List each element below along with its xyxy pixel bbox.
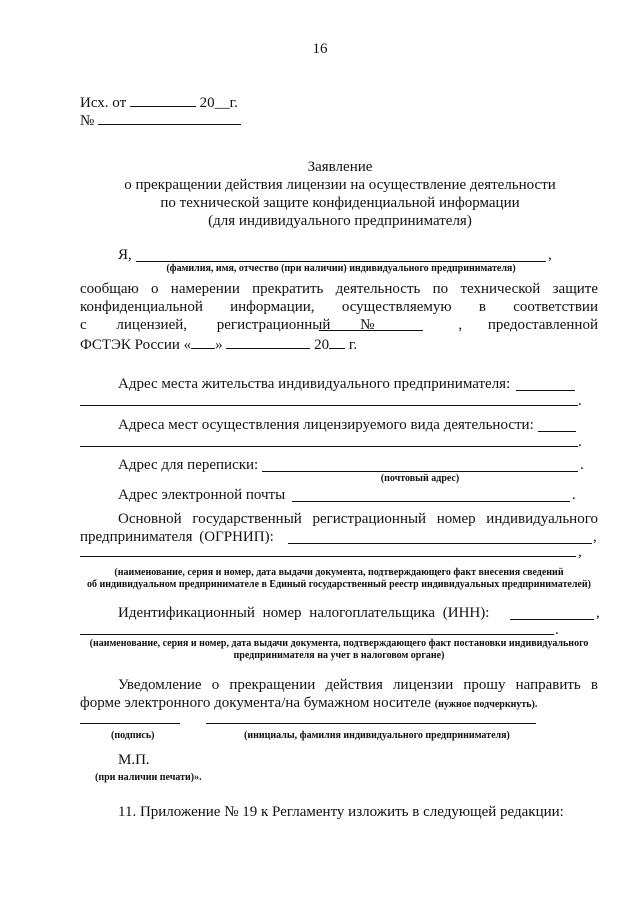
signature-caption: (подпись) [111, 730, 155, 741]
notice-line-1: сообщаю о намерении прекратить деятельность по технической защите [80, 281, 598, 297]
residence-field-b[interactable] [80, 405, 578, 406]
applicant-prefix: Я, [118, 247, 132, 263]
inn-caption-1: (наименование, серия и номер, дата выдачи документа, подтверждающего факт постановки индивидуального [89, 638, 589, 649]
license-number-label: с лицензией, регистрационный № [80, 317, 375, 333]
mailing-caption: (почтовый адрес) [380, 473, 460, 484]
activity-places-field-b[interactable] [80, 446, 578, 447]
fstec-label: ФСТЭК России « [80, 337, 192, 353]
activity-places-label: Адреса мест осуществления лицензируемого вида деятельности: [118, 417, 534, 433]
residence-label: Адрес места жительства индивидуального предпринимателя: [118, 376, 511, 392]
ogrnip-field-a[interactable] [288, 543, 592, 544]
outgoing-year: 20__г. [199, 95, 238, 111]
ogrnip-line-2: предпринимателя (ОГРНИП): [80, 529, 274, 545]
notice-line-3-end: , предоставленной [458, 317, 598, 333]
stamp-note: (при наличии печати)». [95, 772, 202, 783]
outgoing-date-line [80, 92, 238, 112]
fstec-close-quote: » [215, 337, 223, 353]
document-subtitle-3: (для индивидуального предпринимателя) [208, 213, 472, 229]
license-day-blank[interactable] [191, 334, 215, 349]
inn-field-b[interactable] [80, 634, 554, 635]
email-label: Адрес электронной почты [118, 487, 286, 503]
ogrnip-comma-b: , [578, 544, 582, 560]
delivery-note: (нужное подчеркнуть). [434, 699, 538, 710]
ogrnip-caption-1: (наименование, серия и номер, дата выдачи документа, подтверждающего факт внесения сведений [114, 567, 564, 578]
activity-places-field-a[interactable] [538, 431, 576, 432]
residence-period: . [578, 393, 582, 409]
outgoing-number-line [80, 110, 241, 130]
inn-caption-2: предпринимателя на учет в налоговом органе) [233, 650, 445, 661]
activity-places-period: . [578, 434, 582, 450]
residence-field-a[interactable] [516, 390, 575, 391]
document-subtitle-1: о прекращении действия лицензии на осуществление деятельности [124, 177, 556, 193]
document-subtitle-2: по технической защите конфиденциальной информации [160, 195, 520, 211]
delivery-line-2 [80, 694, 537, 712]
document-title: Заявление [307, 159, 373, 175]
mailing-label: Адрес для переписки: [118, 457, 259, 473]
signer-name-caption: (инициалы, фамилия индивидуального предпринимателя) [244, 730, 510, 741]
license-number-blank[interactable] [319, 316, 423, 331]
appendix-instruction: 11. Приложение № 19 к Регламенту изложить в следующей редакции: [118, 804, 564, 820]
ogrnip-line-1: Основной государственный регистрационный номер индивидуального [118, 511, 598, 527]
email-field[interactable] [292, 501, 570, 502]
outgoing-number-blank[interactable] [98, 110, 241, 125]
ogrnip-comma-a: , [593, 529, 597, 545]
stamp-label: М.П. [118, 752, 150, 768]
page-number: 16 [312, 41, 328, 57]
ogrnip-field-b[interactable] [80, 556, 576, 557]
applicant-caption: (фамилия, имя, отчество (при наличии) индивидуального предпринимателя) [166, 263, 516, 274]
signature-field[interactable] [80, 723, 180, 724]
applicant-name-field[interactable] [136, 261, 546, 262]
license-year-suffix: г. [348, 337, 358, 353]
outgoing-number-prefix: № [80, 113, 95, 129]
license-year-blank[interactable] [329, 334, 345, 349]
inn-field-a[interactable] [510, 619, 594, 620]
delivery-options[interactable]: форме электронного документа/на бумажном носителе [80, 695, 431, 711]
license-month-blank[interactable] [226, 334, 310, 349]
outgoing-date-blank[interactable] [130, 92, 196, 107]
notice-line-2: конфиденциальной информации, осуществляемую в соответствии [80, 299, 598, 315]
delivery-line-1: Уведомление о прекращении действия лицензии прошу направить в [118, 677, 598, 693]
notice-line-3 [80, 316, 598, 334]
license-year-prefix: 20 [314, 337, 330, 353]
inn-comma: , [596, 605, 600, 621]
applicant-suffix: , [548, 247, 552, 263]
inn-period: . [555, 622, 559, 638]
signer-name-field[interactable] [206, 723, 536, 724]
ogrnip-caption-2: об индивидуальном предпринимателе в Единый государственный реестр индивидуальных предпринимателей) [87, 579, 591, 590]
mailing-address-field[interactable] [262, 471, 578, 472]
notice-line-4 [80, 334, 357, 354]
mailing-period: . [580, 457, 584, 473]
outgoing-prefix: Исх. от [80, 95, 127, 111]
email-period: . [572, 487, 576, 503]
inn-label: Идентификационный номер налогоплательщика (ИНН): [118, 605, 490, 621]
